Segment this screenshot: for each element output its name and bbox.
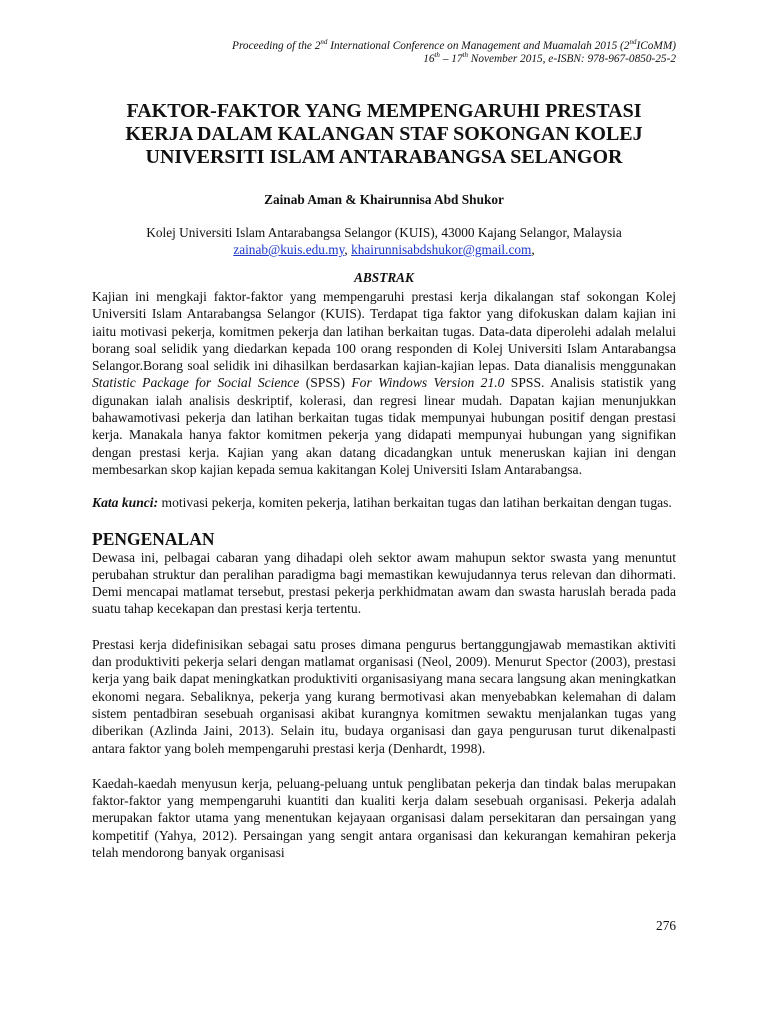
title-line-2: KERJA DALAM KALANGAN STAF SOKONGAN KOLEJ	[125, 123, 643, 145]
header-line-2: 16th – 17th November 2015, e-ISBN: 978-967-0850-25-2	[423, 51, 676, 65]
keywords	[92, 494, 676, 511]
paragraph-1: Dewasa ini, pelbagai cabaran yang dihadapi oleh sektor awam mahupun sektor swasta yang menuntut perubahan struktur dan peralihan paradigma bagi memastikan kewujudannya terus relevan dan dihormati. Demi mencapai matlamat tersebut, prestasi pekerja perkhidmatan awam dan swasta haruslah berada pada suatu tahap kecekapan dan prestasi kerja tertentu.	[92, 549, 676, 617]
abstract-heading: ABSTRAK	[354, 270, 414, 285]
paragraph-2: Prestasi kerja didefinisikan sebagai satu proses dimana pengurus bertanggungjawab memastikan aktiviti dan produktiviti pekerja selari dengan matlamat organisasi (Neol, 2009). Menurut Spector (2003), prestasi kerja yang baik dapat meningkatkan produktiviti organisasiyang mana secara langsung akan meningkatkan ekonomi negara. Sebaliknya, pekerja yang kurang bermotivasi akan menyebabkan kelemahan di dalam sistem pentadbiran sesebuah organisasi akibat kurangnya komitmen sewaktu menjalankan tugas yang diberikan (Azlinda Jaini, 2013). Selain itu, budaya organisasi dan gaya pengurusan turut dikenalpasti antara faktor yang boleh mempengaruhi prestasi kerja (Denhardt, 1998).	[92, 636, 676, 756]
email-line: zainab@kuis.edu.my, khairunnisabdshukor@gmail.com,	[233, 242, 535, 257]
email-link-2[interactable]: khairunnisabdshukor@gmail.com	[351, 242, 532, 257]
keywords-label: Kata kunci:	[92, 495, 159, 511]
keywords-text: motivasi pekerja, komiten pekerja, latihan berkaitan tugas dan latihan berkaitan dengan tugas.	[158, 495, 672, 511]
authors: Zainab Aman & Khairunnisa Abd Shukor	[264, 192, 504, 207]
affiliation: Kolej Universiti Islam Antarabangsa Selangor (KUIS), 43000 Kajang Selangor, Malaysia	[146, 225, 622, 240]
abstract-body: Kajian ini mengkaji faktor-faktor yang mempengaruhi prestasi kerja dikalangan staf sokongan Kolej Universiti Islam Antarabangsa Selangor (KUIS). Terdapat tiga faktor yang difokuskan dalam kajian ini iaitu motivasi pekerja, komitmen pekerja dan latihan berkaitan tugas. Data-data diperolehi adalah melalui borang soal selidik yang diedarkan kepada 100 orang responden di Kolej Universiti Islam Antarabangsa Selangor.Borang soal selidik ini dihasilkan berdasarkan kajian-kajian lepas. Data dianalisis menggunakan Statistic Package for Social Science (SPSS) For Windows Version 21.0 SPSS. Analisis statistik yang digunakan ialah analisis deskriptif, kolerasi, dan regresi linear mudah. Dapatan kajian menunjukkan bahawamotivasi pekerja dan latihan berkaitan tugas tidak mempunyai hubungan positif dengan prestasi kerja. Manakala hanya faktor komitmen pekerja yang didapati mempunyai hubungan yang signifikan dengan prestasi kerja. Kajian yang akan datang dicadangkan untuk meneruskan kajian ini dengan membesarkan skop kajian kepada semua kakitangan Kolej Universiti Islam Antarabangsa.	[92, 289, 677, 477]
email-link-1[interactable]: zainab@kuis.edu.my	[233, 242, 345, 257]
title-line-1: FAKTOR-FAKTOR YANG MEMPENGARUHI PRESTASI	[126, 100, 642, 122]
title-line-3: UNIVERSITI ISLAM ANTARABANGSA SELANGOR	[145, 146, 623, 168]
page-number: 276	[656, 918, 676, 933]
paragraph-3: Kaedah-kaedah menyusun kerja, peluang-peluang untuk penglibatan pekerja dan tindak balas merupakan faktor-faktor yang mempengaruhi kuantiti dan kualiti kerja dalam sesebuah organisasi. Pekerja adalah merupakan faktor utama yang menentukan kejayaan organisasi dalam persekitaran dan persaingan yang kompetitif (Yahya, 2012). Persaingan yang sengit antara organisasi dan kekurangan kemahiran pekerja telah mendorong banyak organisasi	[92, 775, 676, 861]
header-line-1: Proceeding of the 2nd International Conference on Management and Muamalah 2015 (2ndICoMM)	[232, 38, 676, 52]
paper-title	[92, 100, 676, 169]
running-header	[92, 40, 676, 66]
section-heading: PENGENALAN	[92, 528, 215, 549]
affiliation-block	[92, 224, 676, 258]
